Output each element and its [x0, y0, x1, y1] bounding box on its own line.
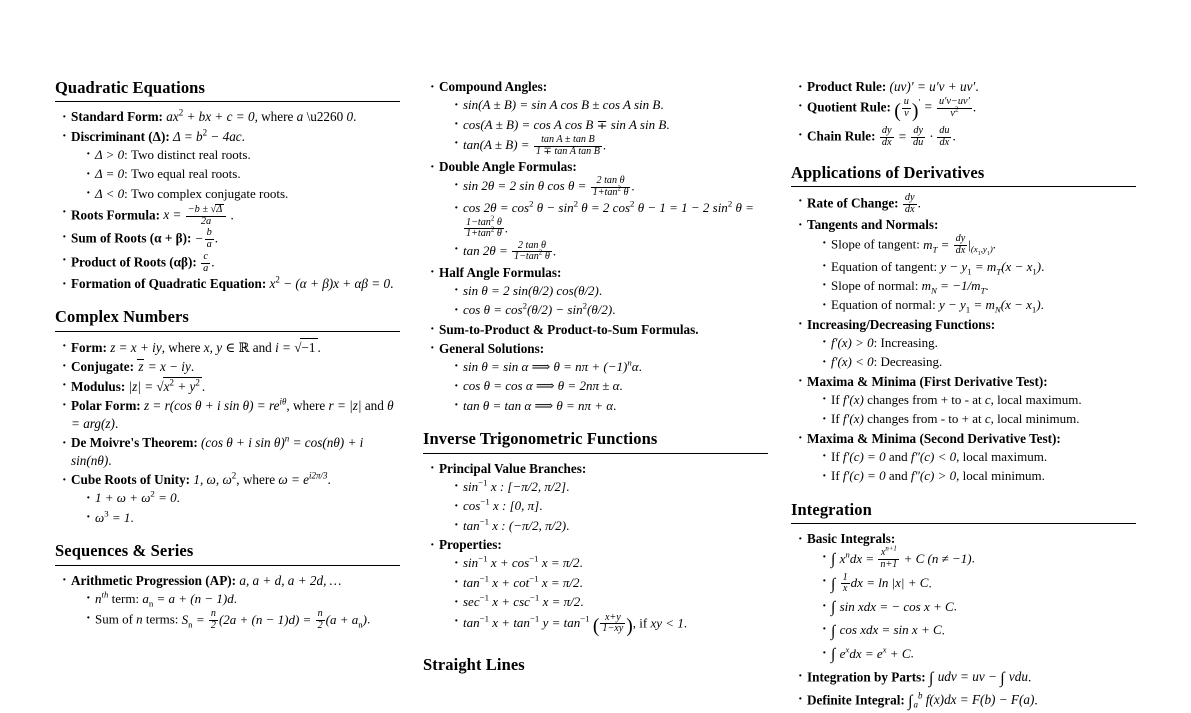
item-formula: $ax^2$ + bx + c = 0	[166, 108, 255, 125]
item-label: Quotient Rule:	[807, 99, 891, 115]
sub-list	[807, 391, 1136, 429]
formula-list	[791, 530, 1136, 713]
list-item: · $\sin^{-1} x$ : [−π/2, π/2].	[454, 478, 768, 496]
list-item: · ∫ $\frac{1}{x}$ dx = ln |x| + C.	[822, 573, 1136, 596]
item-label: Half Angle Formulas:	[439, 264, 562, 280]
heading-rule	[423, 453, 768, 454]
item-label: Product of Roots (αβ):	[71, 254, 197, 270]
list-item: · If f′(c) = 0 and f″(c) > 0, local minimum.	[822, 467, 1136, 485]
item-formula: $\int_a^b$ f(x)dx = F(b) − F(a)	[908, 690, 1035, 710]
list-item: · If f′(x) changes from - to + at c, local minimum.	[822, 410, 1136, 428]
item-label: Polar Form:	[71, 397, 141, 413]
sub-list	[807, 448, 1136, 486]
list-item	[798, 316, 1136, 372]
sub-list	[439, 176, 768, 263]
list-item: · tan 2θ = $\frac{\text{2 tan θ}}{1-\tan^2 \theta}$ .	[454, 241, 768, 263]
formula-list	[55, 108, 400, 293]
section-applications-of-derivatives	[791, 163, 1136, 486]
section-heading: Inverse Trigonometric Functions	[423, 429, 658, 449]
section-heading: Integration	[791, 499, 872, 519]
column-left	[55, 78, 400, 631]
section-straight-lines	[423, 655, 768, 677]
list-item: · $\cos 2\theta = \cos^2 \theta - \sin^2 \theta = 2$ $\cos^2 \theta - 1 = 1 - 2$ $\sin^2 \theta$ = $\frac{1-\tan^2 \theta}{1+\tan^2 \theta}$ .	[454, 199, 768, 240]
sub-list	[439, 282, 768, 320]
list-item: · Sum of n terms: $S_n$ = $\frac{n}{2}$ (2a + (n − 1)d) = $\frac{n}{2}$ $(a + a_n)$.	[86, 609, 400, 631]
item-label: De Moivre's Theorem:	[71, 435, 198, 451]
item-label: Rate of Change:	[807, 195, 899, 211]
heading-rule	[55, 101, 400, 102]
heading-rule	[55, 331, 400, 332]
section-inverse-trigonometric-functions	[423, 429, 768, 641]
list-item: · ∫ cos xdx = sin x + C.	[822, 621, 1136, 644]
item-label: Chain Rule:	[807, 128, 876, 144]
sub-list	[807, 234, 1136, 314]
item-label: Form:	[71, 339, 107, 355]
list-item truncated: · Definite Integral: $\int_a^b$ f(x)dx = F(b) − F(a).	[798, 691, 1136, 713]
sub-list	[807, 334, 1136, 372]
list-item: · $n^{th}$ term: $a_n = a + (n - 1)d$.	[86, 590, 400, 608]
item-label: Formation of Quadratic Equation:	[71, 276, 267, 292]
list-item: · Product of Roots (αβ): $\frac{c}{a}$ .	[62, 252, 400, 274]
item-label: Definite Integral:	[807, 692, 905, 708]
section-heading: Complex Numbers	[55, 307, 189, 327]
list-item: · Modulus: $|z| = √x^2 + y^2$ .	[62, 377, 400, 396]
list-item: · cos(A ± B) = cos A cos B ∓ sin A sin B.	[454, 116, 768, 134]
list-item: · Sum of Roots (α + β): − $\frac{b}{a}$ .	[62, 228, 400, 250]
item-label: Sum-to-Product & Product-to-Sum Formulas.	[439, 321, 699, 337]
item-formula: z = r(cos θ + i $\sin \theta) = re^{i\theta}$	[144, 396, 287, 413]
list-item: · $1 + \omega + \omega^2 = 0$.	[86, 489, 400, 507]
list-item: · Cube Roots of Unity: 1, ω, $\omega^2$, where $\omega = e^{i2\pi/3}$. · $1 + \omega + \omega^2 = 0$. · $\omega^3 = 1$.	[62, 471, 400, 527]
item-formula: z = x − iy	[138, 358, 191, 374]
item-label: Sum of Roots (α + β):	[71, 230, 192, 246]
section-trigonometry-continued	[423, 78, 768, 415]
item-formula: a, a + d, a + 2d, …	[239, 572, 342, 588]
list-item: · Δ < 0: Two complex conjugate roots.	[86, 185, 400, 203]
item-label: General Solutions:	[439, 340, 545, 356]
list-item	[430, 264, 768, 320]
item-formula: $\frac{dy}{dx}$ = $\frac{dy}{du}$ · $\frac{du}{dx}$	[881, 125, 950, 148]
sub-list	[439, 554, 768, 641]
item-label: Properties:	[439, 537, 502, 553]
list-item: · ∫ $x^ndx$ = $\frac{x^{n+1}}{n+1}$ + C (n ≠ −1).	[822, 548, 1136, 571]
item-label: Compound Angles:	[439, 79, 548, 94]
list-item: · ∫ sin xdx = − cos x + C.	[822, 597, 1136, 620]
list-item	[798, 216, 1136, 315]
list-item	[798, 373, 1136, 429]
list-item	[430, 321, 768, 339]
list-item: · Slope of normal: $m_N = -1/m_T$.	[822, 277, 1136, 295]
section-heading: Quadratic Equations	[55, 78, 205, 97]
column-right	[791, 78, 1136, 710]
sub-list	[439, 358, 768, 415]
section-heading: Sequences & Series	[55, 541, 194, 561]
list-item: · f′(x) < 0: Decreasing.	[822, 353, 1136, 371]
sub-list	[439, 478, 768, 535]
item-formula: $\Delta = b^2 - 4ac$	[173, 127, 242, 144]
list-item: · sin θ = sin α ⟹ $\theta = n\pi + (-1)^n\alpha$.	[454, 358, 768, 376]
formula-list	[55, 572, 400, 632]
list-item: · $\tan^{-1} x$ : (−π/2, π/2).	[454, 517, 768, 535]
section-differentiation-rules-continued	[791, 78, 1136, 149]
item-formula: (cos θ + i sin θ)$^n$ = cos(nθ) + i sin(nθ)	[71, 433, 364, 469]
list-item: · tan θ = tan α ⟹ θ = nπ + α.	[454, 397, 768, 415]
item-label: Double Angle Formulas:	[439, 159, 577, 175]
item-formula: ∫ udv = uv − ∫ vdu	[928, 669, 1028, 687]
list-item: · Quotient Rule: ( $\frac{u}{v}$ )′ = $\frac{u'v-uv'}{v^2}$ .	[798, 97, 1136, 125]
list-item	[798, 430, 1136, 486]
formula-list	[423, 78, 768, 415]
list-item	[430, 536, 768, 641]
heading-rule	[55, 565, 400, 566]
list-item: · cos θ = cos α ⟹ θ = 2nπ ± α.	[454, 377, 768, 395]
sub-list	[439, 96, 768, 157]
item-label: Roots Formula:	[71, 207, 161, 223]
list-item: · sin(A ± B) = sin A cos B ± cos A sin B.	[454, 96, 768, 114]
item-label: Standard Form:	[71, 109, 163, 125]
list-item: · f′(x) > 0: Increasing.	[822, 334, 1136, 352]
list-item: · If f′(x) changes from + to - at c, local maximum.	[822, 391, 1136, 409]
list-item: · Δ > 0: Two distinct real roots.	[86, 146, 400, 164]
three-column-layout	[55, 78, 1138, 710]
list-item: · $\cos^{-1} x$ : [0, π].	[454, 497, 768, 515]
item-label: Cube Roots of Unity:	[71, 472, 191, 488]
list-item: · Discriminant (Δ): $\Delta = b^2 - 4ac$. · Δ > 0: Two distinct real roots. · Δ = 0: Two equal real roots. · Δ < 0: Two complex conjugate roots.	[62, 128, 400, 203]
item-label: Increasing/Decreasing Functions:	[807, 316, 996, 332]
sub-list	[71, 146, 400, 203]
section-sequences-series	[55, 541, 400, 631]
column-middle	[423, 78, 768, 675]
item-label: Principal Value Branches:	[439, 460, 587, 476]
list-item: · $\tan^{-1} x + \cot^{-1} x = \pi/2$.	[454, 574, 768, 592]
list-item	[798, 530, 1136, 666]
item-formula: ( $\frac{u}{v}$ )′ = $\frac{u'v-uv'}{v^2}$	[894, 96, 970, 122]
formula-list	[791, 78, 1136, 149]
list-item: · $\omega^3 = 1$.	[86, 509, 400, 527]
list-item: · $\cos \theta = \cos^2(\theta/2) - \sin^2(\theta/2)$.	[454, 301, 768, 319]
item-formula: $x^2 - (\alpha + \beta)x + \alpha\beta = 0$	[269, 274, 391, 292]
list-item: · Slope of tangent: $m_T$ = $\frac{dy}{dx}$ $|_{(x_1,y_1)}$.	[822, 234, 1136, 256]
item-label: Tangents and Normals:	[807, 217, 939, 233]
list-item: · $\sin^{-1} x + \cos^{-1} x = \pi/2$.	[454, 554, 768, 572]
heading-rule	[791, 186, 1136, 187]
list-item: · Δ = 0: Two equal real roots.	[86, 165, 400, 183]
item-formula: 1, ω, $\omega^2$	[193, 470, 237, 488]
item-formula: $\frac{dy}{dx}$	[904, 191, 915, 215]
item-label: Discriminant (Δ):	[71, 128, 170, 144]
list-item	[430, 460, 768, 535]
item-label: Integration by Parts:	[807, 669, 926, 685]
list-item: · Equation of tangent: $y - y_1 = m_T(x - x_1)$.	[822, 258, 1136, 276]
list-item: · Product Rule: (uv)′ = u′v + uv′.	[798, 78, 1136, 96]
item-label: Modulus:	[71, 378, 126, 394]
formula-list	[791, 193, 1136, 486]
item-label: Maxima & Minima (First Derivative Test):	[807, 373, 1048, 389]
list-item	[430, 340, 768, 415]
list-item: · sin 2θ = 2 sin θ cos θ = $\frac{\text{2 tan θ}}{1+\tan^2 \theta}$ .	[454, 176, 768, 198]
list-item: · Chain Rule: $\frac{dy}{dx}$ = $\frac{dy}{du}$ · $\frac{du}{dx}$ .	[798, 126, 1136, 148]
list-item	[62, 572, 400, 632]
list-item: · $\sec^{-1} x + \csc^{-1} x = \pi/2$.	[454, 593, 768, 611]
list-item: · Rate of Change: $\frac{dy}{dx}$ .	[798, 193, 1136, 215]
list-item: · $\tan^{-1} x + \tan^{-1} y = \tan^{-1}$ ( $\frac{x+y}{1-xy}$ ), if xy < 1.	[454, 613, 768, 641]
formula-list	[55, 338, 400, 528]
list-item: · Form: z = x + iy, where x, y ∈ ℝ and i = √−1 .	[62, 338, 400, 357]
section-heading: Straight Lines	[423, 655, 525, 675]
item-label: Conjugate:	[71, 358, 135, 374]
item-formula: $\frac{c}{a}$	[203, 250, 209, 274]
list-item: · Conjugate: z = x − iy.	[62, 358, 400, 376]
section-complex-numbers	[55, 307, 400, 527]
heading-rule	[791, 523, 1136, 524]
list-item: · Roots Formula: x = $\frac{-b \pm √\Delta}{2a}$ .	[62, 204, 400, 227]
item-label: Product Rule:	[807, 79, 887, 94]
item-label: Maxima & Minima (Second Derivative Test):	[807, 430, 1061, 446]
list-item: · tan(A ± B) = $\frac{\text{tan A ± tan B}}{\text{1 ∓ tan A tan B}}$ .	[454, 135, 768, 157]
item-formula: z = x + iy	[110, 339, 162, 355]
list-item: · De Moivre's Theorem: (cos θ + i sin θ)$^n$ = cos(nθ) + i sin(nθ).	[62, 434, 400, 470]
item-formula: x = $\frac{-b \pm √\Delta}{2a}$	[163, 207, 230, 222]
item-formula: − $\frac{b}{a}$	[194, 227, 212, 251]
section-integration	[791, 500, 1136, 713]
list-item: · Formation of Quadratic Equation: $x^2 - (\alpha + \beta)x + \alpha\beta = 0$.	[62, 275, 400, 293]
list-item	[430, 158, 768, 263]
list-item: · If f′(c) = 0 and f″(c) < 0, local maximum.	[822, 448, 1136, 466]
formula-list	[423, 460, 768, 641]
list-item: · sin θ = 2 sin(θ/2) cos(θ/2).	[454, 282, 768, 300]
item-formula: (uv)′ = u′v + uv′	[889, 79, 976, 94]
list-item: · ∫ $e^xdx = e^x + C$.	[822, 644, 1136, 667]
sub-list	[71, 489, 400, 527]
sub-list	[71, 590, 400, 632]
list-item: · Equation of normal: $y - y_1 = m_N(x - x_1)$.	[822, 296, 1136, 314]
sub-list	[807, 548, 1136, 666]
item-formula: $|z| = √x^2 + y^2$	[129, 379, 202, 394]
item-label: Arithmetic Progression (AP):	[71, 572, 237, 588]
section-quadratic-equations	[55, 78, 400, 293]
list-item: · Standard Form: $ax^2$ + bx + c = 0, where a \u2260 0.	[62, 108, 400, 126]
item-label: Basic Integrals:	[807, 531, 896, 547]
section-heading: Applications of Derivatives	[791, 162, 985, 182]
list-item: · Polar Form: z = r(cos θ + i $\sin \theta) = re^{i\theta}$, where r = |z| and θ = arg(z).	[62, 397, 400, 433]
list-item	[430, 78, 768, 157]
list-item: · Integration by Parts: ∫ udv = uv − ∫ vdu.	[798, 668, 1136, 690]
